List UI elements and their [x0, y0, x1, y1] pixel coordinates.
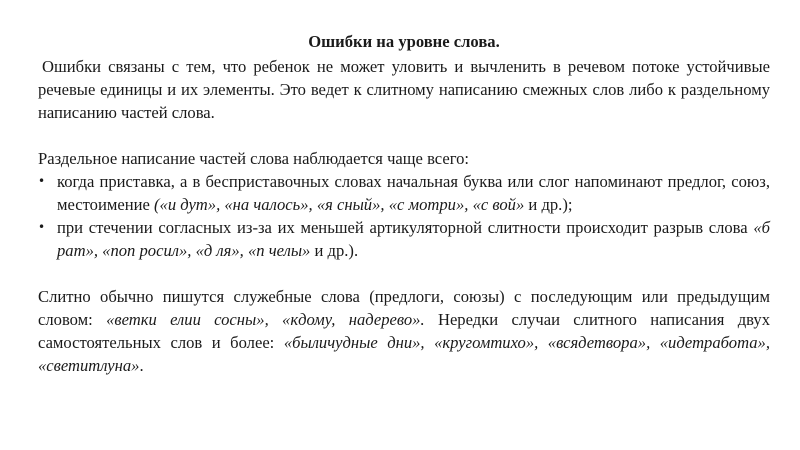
separate-heading: Раздельное написание частей слова наблюдается чаще всего:: [38, 149, 470, 168]
list-item: [38, 170, 770, 216]
spacer: [38, 262, 770, 285]
merged-paragraph: [38, 285, 770, 377]
merged-end: .: [139, 356, 144, 375]
item-examples: «б рат», «поп росил», «д ля», «п челы»: [57, 218, 770, 260]
separate-list: [38, 170, 770, 262]
item-lead: при стечении согласных из-за их меньшей артикуляторной слитности происходит разрыв слова: [57, 218, 754, 237]
merged-examples2: «быличудные дни», «кругомтихо», «всядетвора», «идетработа», «светитлуна»: [38, 333, 770, 375]
item-tail: и др.).: [310, 241, 359, 260]
slide-title: Ошибки на уровне слова.: [308, 32, 500, 51]
merged-examples1: «ветки елии сосны», «кдому, надерево».: [106, 310, 425, 329]
item-examples: («и дут», «на чалось», «я сный», «с мотри», «с вой»: [154, 195, 525, 214]
item-tail: и др.);: [524, 195, 573, 214]
merged-part1: Слитно обычно пишутся служебные слова (предлоги, союзы) с последующим или предыдущим словом:: [38, 287, 770, 329]
list-item: [38, 216, 770, 262]
spacer: [38, 124, 770, 147]
intro-paragraph: Ошибки связаны с тем, что ребенок не может уловить и вычленить в речевом потоке устойчивые речевые единицы и их элементы. Это ведет к слитному написанию смежных слов либо к раздельному написанию частей слова.: [38, 57, 770, 122]
bullet-icon: •: [38, 220, 46, 234]
merged-part2: Нередки случаи слитного написания двух самостоятельных слов и более:: [38, 310, 771, 352]
bullet-icon: •: [38, 174, 46, 188]
item-lead: когда приставка, а в бесприставочных словах начальная буква или слог напоминают предлог, союз, местоимение: [57, 172, 770, 214]
slide: [38, 30, 770, 377]
